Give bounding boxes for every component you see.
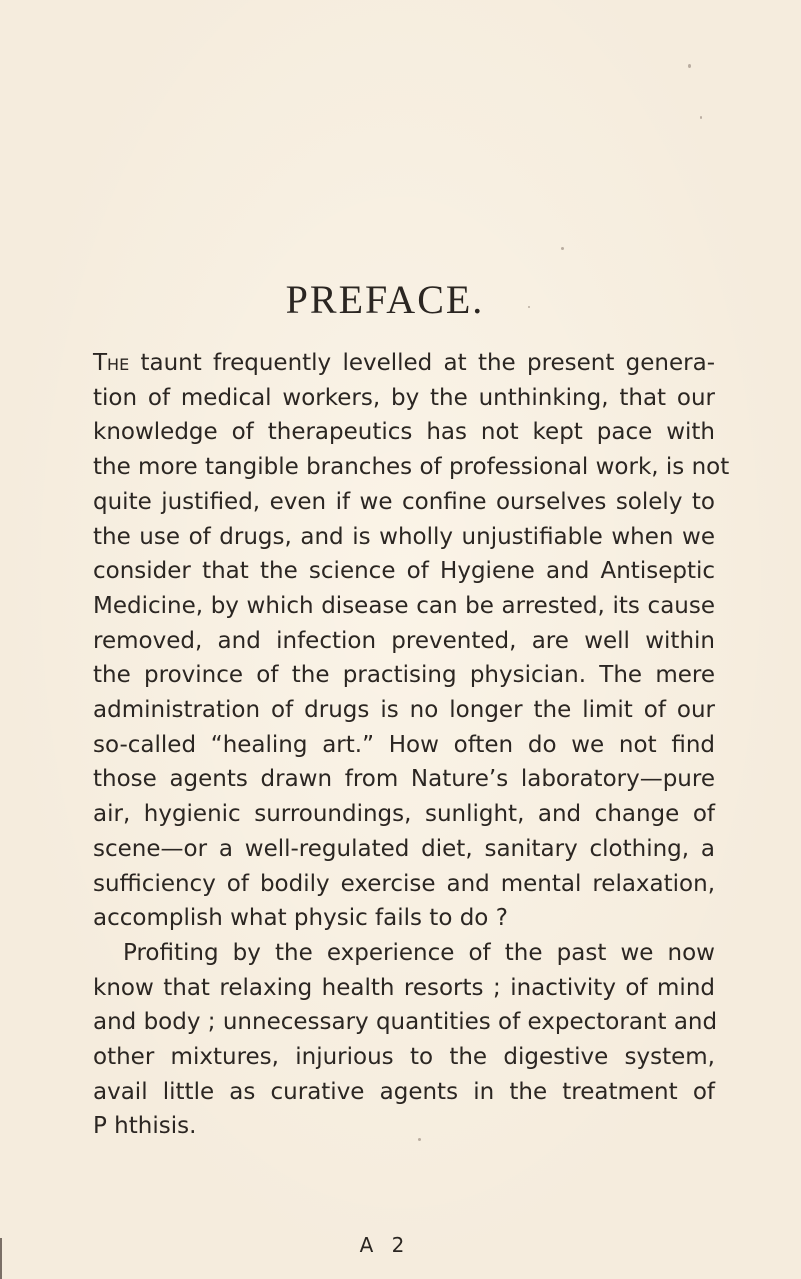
paper-speck (528, 306, 530, 308)
text-line-18: Profiting by the experience of the past we now (123, 939, 715, 966)
paper-speck (700, 116, 702, 119)
text-line-15: scene—or a well-regulated diet, sanitary clothing, a (93, 835, 715, 862)
text-line-2: tion of medical workers, by the unthinking, that our (93, 384, 715, 411)
text-line-1: The taunt frequently levelled at the present genera- (93, 350, 715, 376)
text-line-5: quite justified, even if we confine ourselves solely to (93, 488, 715, 515)
text-line-17: accomplish what physic fails to do ? (93, 905, 508, 932)
text-line-7: consider that the science of Hygiene and Antiseptic (93, 558, 715, 585)
text-line-3: knowledge of therapeutics has not kept pace with (93, 419, 715, 446)
page-title: PREFACE. (285, 277, 485, 322)
text-line-9: removed, and infection prevented, are well within (93, 627, 715, 654)
drop-word: The (93, 350, 130, 376)
preface-body (93, 346, 730, 1144)
text-line-14: air, hygienic surroundings, sunlight, and change of (93, 801, 715, 828)
paper-speck (418, 1138, 421, 1141)
signature-mark: A 2 (359, 1233, 411, 1257)
text-line-12: so-called “healing art.” How often do we not find (93, 731, 715, 758)
text-line-11: administration of drugs is no longer the limit of our (93, 697, 715, 724)
text-line-22: avail little as curative agents in the treatment of (93, 1078, 715, 1105)
paper-speck (561, 247, 564, 250)
text-line-8: Medicine, by which disease can be arrested, its cause (93, 592, 715, 619)
text-line-6: the use of drugs, and is wholly unjustifiable when we (93, 523, 715, 550)
text-line-13: those agents drawn from Nature’s laboratory—pure (93, 766, 715, 793)
text-line-10: the province of the practising physician. The mere (93, 662, 715, 689)
text-line-19: know that relaxing health resorts ; inactivity of mind (93, 974, 715, 1001)
page-edge-mark (0, 1238, 2, 1279)
text-line-16: sufficiency of bodily exercise and mental relaxation, (93, 870, 715, 897)
text-line-21: other mixtures, injurious to the digestive system, (93, 1044, 715, 1071)
text-line-4: the more tangible branches of professional work, is not (93, 454, 730, 481)
text-line-20: and body ; unnecessary quantities of expectorant and (93, 1009, 718, 1036)
paper-speck (688, 64, 691, 68)
text-line-23: P hthisis. (93, 1113, 197, 1140)
